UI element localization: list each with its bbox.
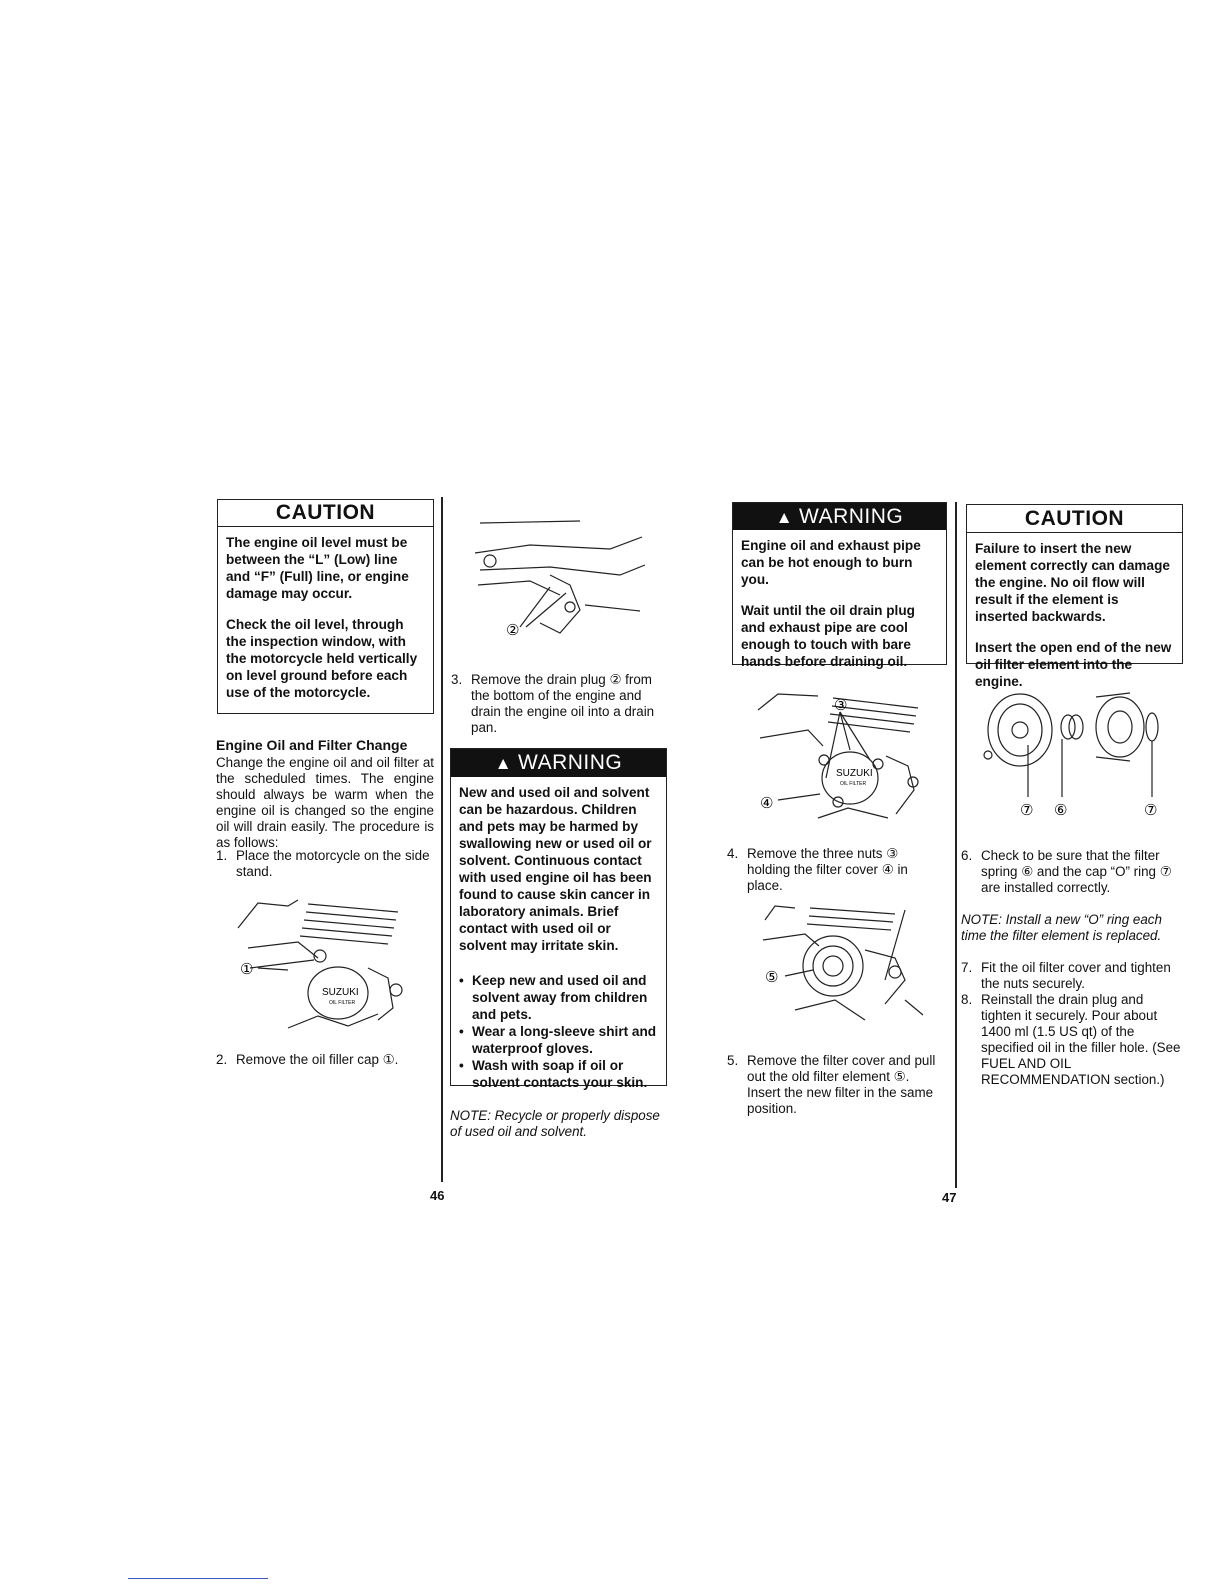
warning-text-1: Engine oil and exhaust pipe can be hot enough to burn you. — [741, 538, 921, 587]
step-number: 2. — [216, 1052, 228, 1067]
column-divider-right — [955, 502, 957, 1188]
warning-heading: WARNING — [799, 505, 904, 528]
page-number-right: 47 — [942, 1190, 957, 1205]
warning-bullet-list — [459, 972, 658, 1091]
step-number: 5. — [727, 1053, 739, 1068]
figure-brand-subtext: OIL FILTER — [329, 1000, 356, 1006]
figure-callout-2: ② — [506, 621, 520, 639]
warning-text-2: Wait until the oil drain plug and exhaust pipe are cool enough to touch with bare hands before draining oil. — [741, 603, 915, 669]
warning-box-right — [732, 502, 947, 669]
figure-callout-3: ③ — [834, 696, 848, 714]
figure-callout-5: ⑤ — [765, 968, 779, 986]
caution-text-1: Failure to insert the new element correctly can damage the engine. No oil flow will result if the element is inserted backwards. — [975, 541, 1170, 624]
step-text: Remove the drain plug ② from the bottom of the engine and drain the engine oil into a drain pan. — [471, 672, 655, 735]
figure-callout-1: ① — [240, 960, 254, 978]
step-text: Check to be sure that the filter spring ⑥ and the cap “O” ring ⑦ are installed correctly. — [981, 848, 1172, 895]
section-title: Engine Oil and Filter Change — [216, 737, 408, 753]
step-text: Reinstall the drain plug and tighten it securely. Pour about 1400 ml (1.5 US qt) of the specified oil in the filler hole. (See FUEL AND OIL RECOMMENDATION section.) — [981, 992, 1181, 1087]
warning-bullet: • Keep new and used oil and solvent away from children and pets. — [459, 972, 658, 1023]
caution-body — [967, 533, 1182, 696]
engine-illustration-3 — [748, 690, 928, 825]
engine-figure-4 — [755, 900, 935, 1035]
engine-illustration-2 — [470, 515, 650, 645]
warning-heading: WARNING — [518, 751, 623, 774]
step-number: 3. — [451, 672, 463, 687]
recycle-note: NOTE: Recycle or properly dispose of used oil and solvent. — [450, 1108, 660, 1139]
engine-figure-3 — [748, 690, 928, 825]
warning-body — [451, 777, 666, 1097]
step-6 — [961, 848, 1181, 896]
step-1 — [216, 848, 434, 880]
step-text: Place the motorcycle on the side stand. — [236, 848, 430, 879]
caution-box-right — [966, 504, 1183, 689]
step-text: Remove the filter cover and pull out the old filter element ⑤. Insert the new filter in the same position. — [747, 1053, 936, 1116]
filter-parts-illustration — [980, 685, 1170, 820]
step-3 — [451, 672, 669, 736]
figure-callout-6: ⑥ — [1054, 801, 1068, 819]
step-number: 1. — [216, 848, 228, 863]
engine-illustration-4 — [755, 900, 935, 1035]
engine-illustration-1 — [228, 898, 418, 1038]
caution-box-left — [217, 499, 434, 714]
filter-parts-figure — [980, 685, 1170, 820]
intro-paragraph — [216, 755, 434, 851]
caution-heading: CAUTION — [218, 500, 433, 527]
figure-brand-text: SUZUKI — [322, 987, 359, 998]
warning-bullet: • Wear a long-sleeve shirt and waterproof gloves. — [459, 1023, 658, 1057]
step-text: Remove the oil filler cap ①. — [236, 1052, 399, 1067]
figure-brand-subtext: OIL FILTER — [840, 781, 867, 787]
step-number: 7. — [961, 960, 973, 975]
caution-body — [218, 527, 433, 707]
figure-brand-text: SUZUKI — [836, 768, 873, 779]
step-number: 8. — [961, 992, 973, 1007]
warning-header — [733, 503, 946, 530]
warning-bullet: • Wash with soap if oil or solvent contacts your skin. — [459, 1057, 658, 1091]
step-number: 4. — [727, 846, 739, 861]
footer-rule — [128, 1578, 268, 1579]
step-8 — [961, 992, 1181, 1088]
step-4 — [727, 846, 945, 894]
caution-text-1: The engine oil level must be between the “L” (Low) line and “F” (Full) line, or engine damage may occur. — [226, 535, 409, 601]
step-2 — [216, 1052, 434, 1068]
caution-heading: CAUTION — [967, 505, 1182, 533]
figure-callout-7b: ⑦ — [1144, 801, 1158, 819]
step-number: 6. — [961, 848, 973, 863]
o-ring-note: NOTE: Install a new “O” ring each time the filter element is replaced. — [961, 912, 1162, 943]
warning-box-left — [450, 748, 667, 1090]
step-5 — [727, 1053, 945, 1117]
page-number-left: 46 — [430, 1188, 445, 1203]
step-7 — [961, 960, 1181, 992]
intro-text: Change the engine oil and oil filter at the scheduled times. The engine should always be warm when the engine oil is changed so the engine oil will drain easily. The procedure is as follows: — [216, 755, 434, 850]
warning-triangle-icon: ▲ — [775, 508, 794, 527]
figure-callout-7a: ⑦ — [1020, 801, 1034, 819]
caution-text-2: Check the oil level, through the inspection window, with the motorcycle held vertically on level ground before each use of the motorcycle. — [226, 617, 418, 700]
engine-figure-2 — [470, 515, 650, 645]
step-text: Fit the oil filter cover and tighten the nuts securely. — [981, 960, 1171, 991]
warning-text: New and used oil and solvent can be hazardous. Children and pets may be harmed by swallowing new or used oil or solvent. Continuous contact with used engine oil has been found to cause skin cancer in laboratory animals. Brief contact with used oil or solvent may irritate skin. — [459, 785, 652, 953]
warning-triangle-icon: ▲ — [494, 754, 513, 773]
caution-text-2: Insert the open end of the new oil filter element into the engine. — [975, 640, 1172, 689]
figure-callout-4: ④ — [760, 794, 774, 812]
warning-header — [451, 749, 666, 777]
step-text: Remove the three nuts ③ holding the filter cover ④ in place. — [747, 846, 908, 893]
engine-figure-1 — [228, 898, 418, 1038]
column-divider-left — [441, 497, 443, 1182]
warning-body — [733, 530, 946, 676]
